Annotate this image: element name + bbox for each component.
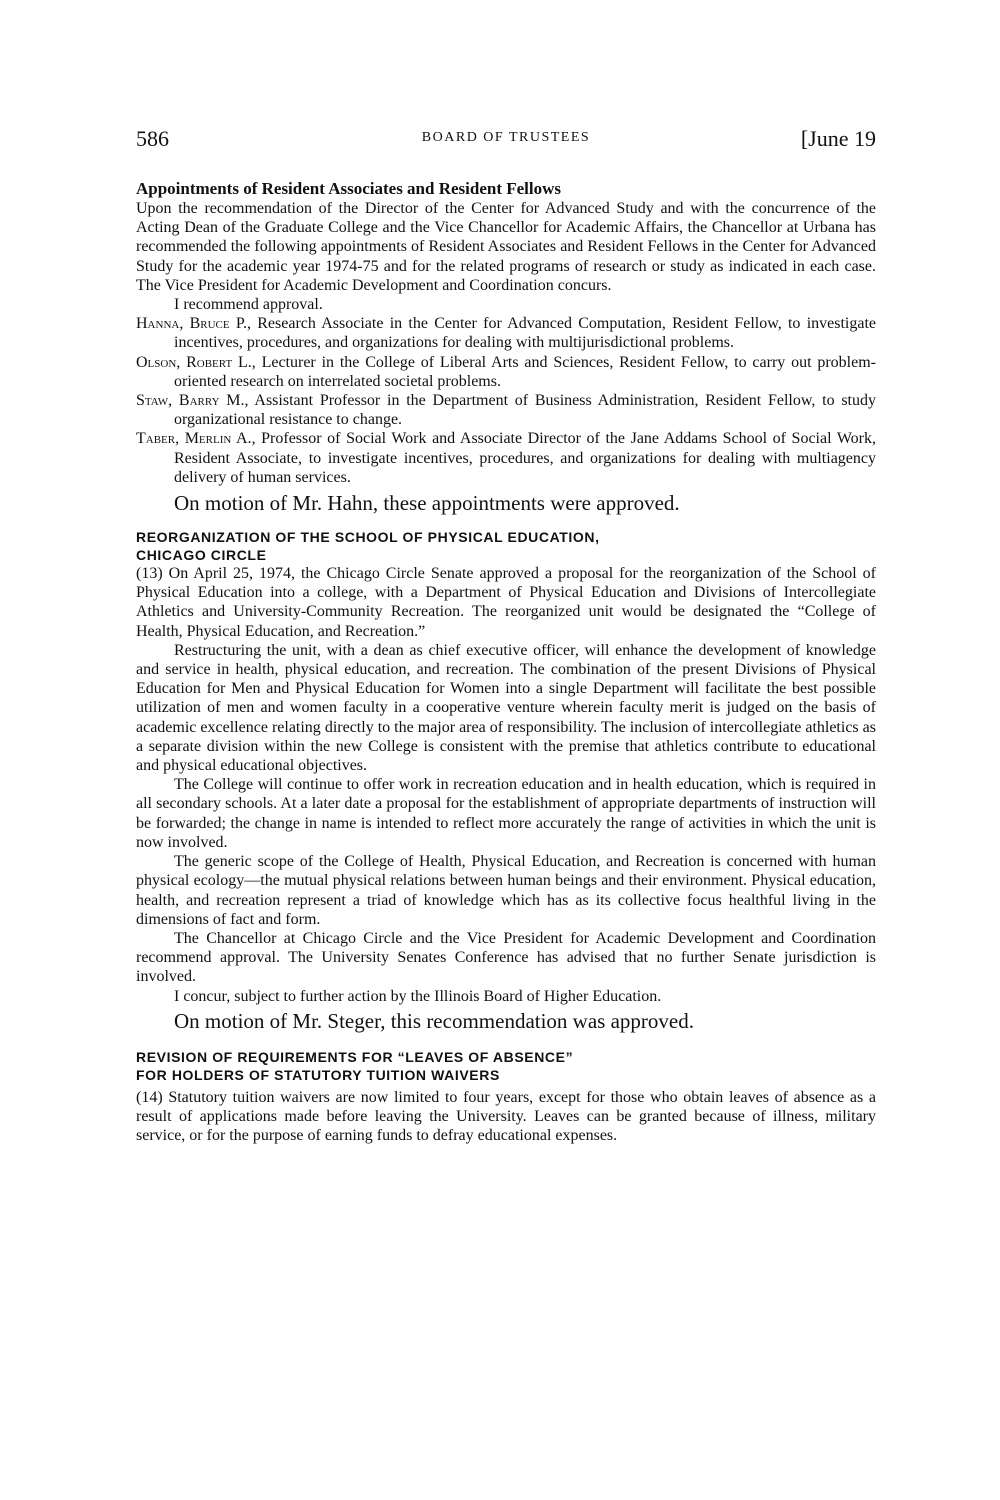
appointment-description: , Lecturer in the College of Liberal Arts and Sciences, Resident Fellow, to carry out problem-oriented research on interrelated societal problems. (174, 353, 877, 390)
section-heading: REORGANIZATION OF THE SCHOOL OF PHYSICAL EDUCATION, (136, 529, 600, 546)
motion-line: On motion of Mr. Hahn, these appointments were approved. (174, 491, 680, 516)
appointee-name: Hanna, Bruce P. (136, 315, 247, 333)
paragraph: (13) On April 25, 1974, the Chicago Circle Senate approved a proposal for the reorganization of the School of Physical Education into a college, with a Department of Physical Education and Divisions of Intercollegiate Athletics and University-Community Recreation. The reorganized unit would be designated the “College of Health, Physical Education, and Recreation.” (136, 565, 876, 640)
appointment-description: , Research Associate in the Center for Advanced Computation, Resident Fellow, to investigate incentives, procedures, and organizations for dealing with multijurisdictional problems. (174, 315, 877, 352)
appointment-entry (136, 391, 876, 429)
reorganization-section (136, 528, 876, 1034)
appointee-name: Taber, Merlin A. (136, 430, 252, 448)
appointment-entry (136, 429, 876, 487)
section-heading: Appointments of Resident Associates and Resident Fellows (136, 179, 562, 198)
appointment-description: , Assistant Professor in the Department of Business Administration, Resident Fellow, to study organizational resistance to change. (174, 392, 876, 429)
appointee-name: Staw, Barry M. (136, 392, 245, 410)
revision-section (136, 1048, 876, 1146)
paragraph: The generic scope of the College of Health, Physical Education, and Recreation is concerned with human physical ecology—the mutual physical relations between human beings and their environment. Physical education, health, and recreation represent a triad of knowledge which has as its collective focus healthful living in the dimensions of fact and form. (136, 853, 876, 928)
appointments-intro: Upon the recommendation of the Director of the Center for Advanced Study and with the concurrence of the Acting Dean of the Graduate College and the Vice Chancellor for Academic Affairs, the Chancellor at Urbana has recommended the following appointments of Resident Associates and Resident Fellows in the Center for Advanced Study for the academic year 1974-75 and for the related programs of research or study as indicated in each case. The Vice President for Academic Development and Coordination concurs. (136, 200, 876, 294)
section-heading-line2: CHICAGO CIRCLE (136, 547, 267, 564)
paragraph: (14) Statutory tuition waivers are now limited to four years, except for those who obtain leaves of absence as a result of applications made before leaving the University. Leaves can be granted because of illness, military service, or for the purpose of earning funds to defray educational expenses. (136, 1088, 876, 1145)
section-heading-line2: FOR HOLDERS OF STATUTORY TUITION WAIVERS (136, 1066, 500, 1083)
paragraph: The College will continue to offer work in recreation education and in health education, which is required in all secondary schools. At a later date a proposal for the establishment of appropriate departments of instruction will be forwarded; the change in name is intended to reflect more accurately the range of activities in which the unit is now involved. (136, 776, 876, 851)
appointment-description: , Professor of Social Work and Associate Director of the Jane Addams School of Social Work, Resident Associate, to investigate incentives, procedures, and organizations for dealing with multiagency delivery of human services. (174, 430, 876, 486)
paragraph: The Chancellor at Chicago Circle and the Vice President for Academic Development and Coordination recommend approval. The University Senates Conference has advised that no further Senate jurisdiction is involved. (136, 929, 876, 986)
recommendation-line: I recommend approval. (174, 296, 323, 314)
running-date: [June 19 (800, 126, 876, 151)
section-heading: REVISION OF REQUIREMENTS FOR “LEAVES OF ABSENCE” (136, 1048, 574, 1065)
motion-line: On motion of Mr. Steger, this recommendation was approved. (174, 1008, 694, 1033)
running-header (136, 126, 876, 156)
page-number: 586 (136, 126, 169, 151)
appointee-name: Olson, Robert L. (136, 353, 252, 371)
paragraph: I concur, subject to further action by the Illinois Board of Higher Education. (174, 987, 662, 1005)
paragraph: Restructuring the unit, with a dean as chief executive officer, will enhance the development of knowledge and service in health, physical education, and recreation. The combination of the present Divisions of Physical Education for Men and Physical Education for Women into a single Department will facilitate the best possible utilization of men and women faculty in a cooperative venture wherein faculty merit is judged on the basis of academic excellence relating directly to the major area of responsibility. The inclusion of intercollegiate athletics as a separate division within the new College is consistent with the premise that athletics contribute to educational and physical educational objectives. (136, 641, 876, 775)
appointment-entry (136, 353, 876, 391)
running-title: BOARD OF TRUSTEES (421, 130, 591, 145)
appointment-entry (136, 314, 876, 352)
page-body (136, 178, 876, 1145)
appointments-section (136, 178, 876, 516)
